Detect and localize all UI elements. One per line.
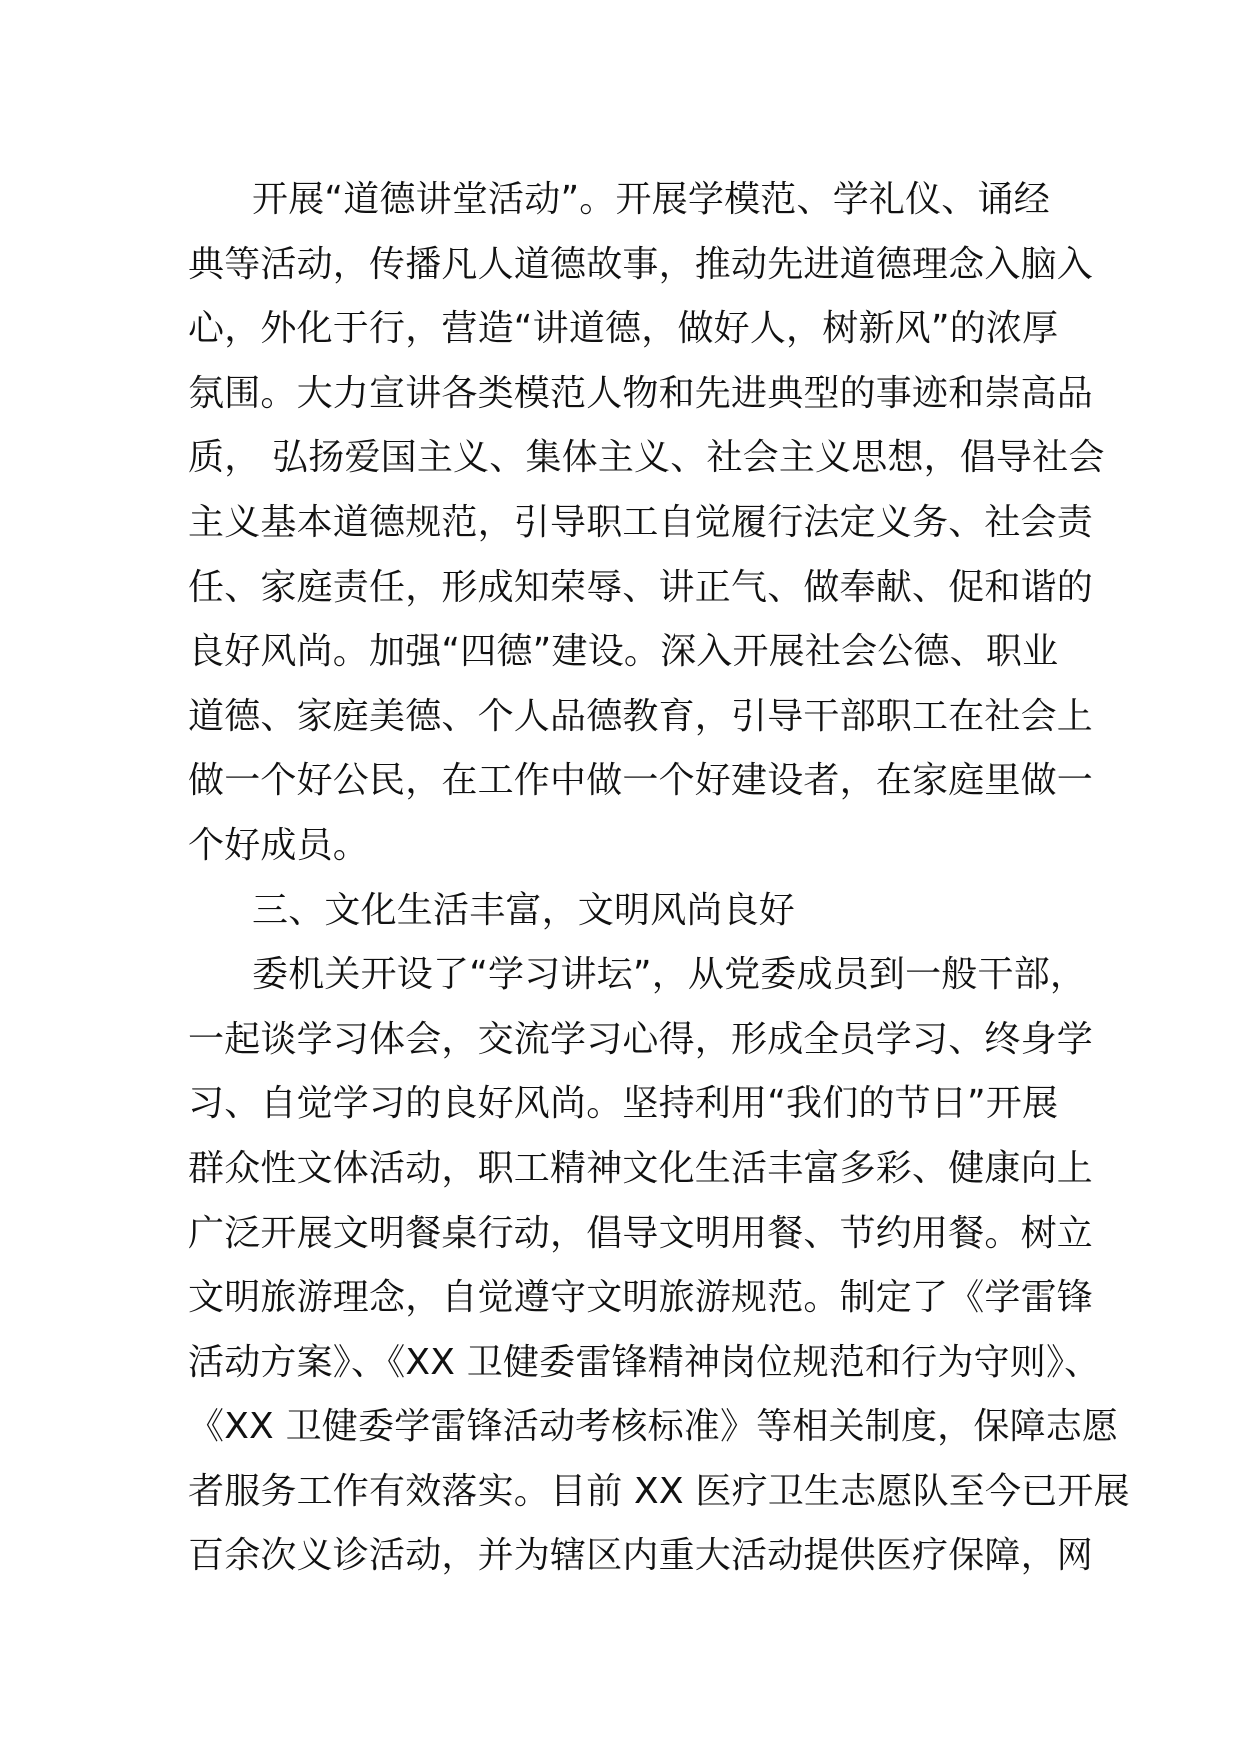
paragraph-line: 《XX 卫健委学雷锋活动考核标准》等相关制度，保障志愿 [188, 1406, 1119, 1448]
paragraph-line: 群众性文体活动，职工精神文化生活丰富多彩、健康向上 [188, 1147, 1094, 1189]
paragraph-line: 道德、家庭美德、个人品德教育，引导干部职工在社会上 [188, 695, 1094, 737]
paragraph-line: 任、家庭责任，形成知荣辱、讲正气、做奉献、促和谐的 [188, 566, 1094, 608]
paragraph-line: 委机关开设了“学习讲坛”，从党委成员到一般干部， [252, 954, 1087, 996]
paragraph-line: 典等活动，传播凡人道德故事，推动先进道德理念入脑入 [188, 243, 1094, 285]
paragraph-line: 一起谈学习体会，交流学习心得，形成全员学习、终身学 [188, 1018, 1094, 1060]
section-heading: 三、文化生活丰富，文明风尚良好 [252, 889, 796, 931]
paragraph-line: 者服务工作有效落实。目前 XX 医疗卫生志愿队至今已开展 [188, 1470, 1130, 1512]
paragraph-line: 良好风尚。加强“四德”建设。深入开展社会公德、职业 [188, 631, 1059, 673]
paragraph-line: 质， 弘扬爱国主义、集体主义、社会主义思想，倡导社会 [188, 437, 1105, 479]
paragraph-line: 开展“道德讲堂活动”。开展学模范、学礼仪、诵经 [252, 179, 1050, 220]
paragraph-line: 做一个好公民，在工作中做一个好建设者，在家庭里做一 [188, 760, 1094, 802]
paragraph-line: 广泛开展文明餐桌行动，倡导文明用餐、节约用餐。树立 [188, 1212, 1094, 1254]
paragraph-line: 活动方案》、《XX 卫健委雷锋精神岗位规范和行为守则》、 [188, 1341, 1101, 1383]
paragraph-line: 个好成员。 [188, 824, 370, 866]
paragraph-line: 习、自觉学习的良好风尚。坚持利用“我们的节日”开展 [188, 1083, 1059, 1125]
paragraph-line: 主义基本道德规范，引导职工自觉履行法定义务、社会责 [188, 501, 1094, 543]
paragraph-line: 文明旅游理念，自觉遵守文明旅游规范。制定了《学雷锋 [188, 1277, 1094, 1319]
paragraph-line: 心，外化于行，营造“讲道德，做好人，树新风”的浓厚 [188, 308, 1059, 350]
paragraph-line: 氛围。大力宣讲各类模范人物和先进典型的事迹和崇高品 [188, 372, 1094, 414]
paragraph-line: 百余次义诊活动，并为辖区内重大活动提供医疗保障，网 [188, 1535, 1094, 1577]
document-body [188, 168, 1130, 1589]
